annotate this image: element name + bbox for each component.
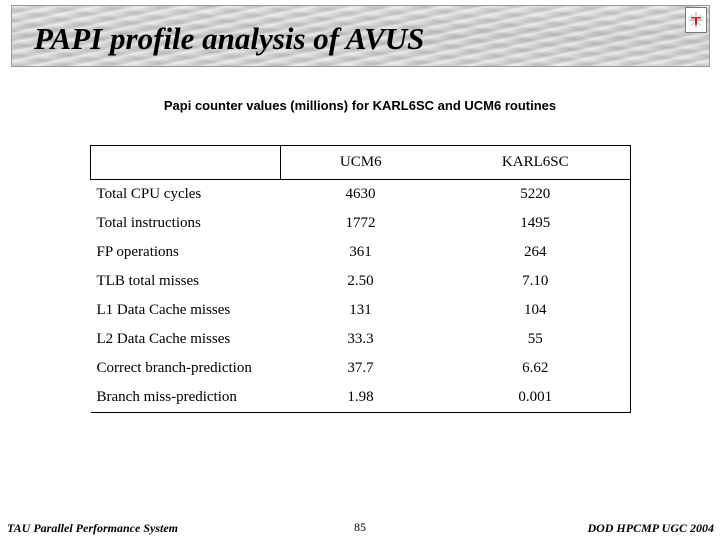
table-row: [91, 238, 631, 267]
footer-right-text: DOD HPCMP UGC 2004: [587, 521, 714, 535]
karl6sc-value: 264: [441, 238, 631, 267]
ucm6-value: 361: [349, 244, 372, 260]
table-row: [91, 180, 631, 210]
row-label: L2 Data Cache misses: [96, 331, 231, 347]
ucm6-value: 37.7: [347, 360, 374, 376]
row-label: TLB total misses: [96, 273, 199, 289]
table-row: [91, 383, 631, 413]
ucm6-value: 4630: [345, 186, 376, 202]
row-label: Total instructions: [96, 215, 201, 231]
table-caption: Papi counter values (millions) for KARL6SC and UCM6 routines: [163, 98, 557, 113]
ucm6-value: 131: [349, 302, 372, 318]
ucm6-value: 1772: [345, 215, 376, 231]
row-label: Correct branch-prediction: [96, 360, 252, 376]
row-label: Total CPU cycles: [96, 186, 202, 202]
title-banner: [11, 5, 710, 67]
tau-logo-graphic: [686, 8, 706, 32]
row-label: Branch miss-prediction: [91, 383, 281, 413]
ucm6-value: 1.98: [281, 383, 441, 413]
header-cell-karl6sc: KARL6SC: [441, 146, 631, 180]
slide-title: PAPI profile analysis of AVUS: [34, 21, 425, 56]
row-label: FP operations: [96, 244, 179, 260]
header-cell-ucm6: UCM6: [281, 146, 441, 180]
table-header-row: [91, 146, 631, 180]
karl6sc-value: 1495: [441, 209, 631, 238]
row-label: L1 Data Cache misses: [96, 302, 231, 318]
footer-left-text: TAU Parallel Performance System: [7, 521, 178, 535]
table-row: [91, 354, 631, 383]
papi-counter-table: [90, 145, 631, 413]
karl6sc-value: 7.10: [441, 267, 631, 296]
ucm6-value: 33.3: [347, 331, 374, 347]
table-row: [91, 209, 631, 238]
karl6sc-value: 0.001: [441, 383, 631, 413]
header-cell-empty: [91, 146, 281, 180]
ucm6-value: 2.50: [347, 273, 374, 289]
table-row: [91, 296, 631, 325]
table-row: [91, 267, 631, 296]
page-number: 85: [354, 520, 366, 534]
karl6sc-value: 5220: [441, 180, 631, 210]
karl6sc-value: 6.62: [441, 354, 631, 383]
tau-logo-icon: [685, 7, 707, 33]
karl6sc-value: 104: [441, 296, 631, 325]
karl6sc-value: 55: [441, 325, 631, 354]
table-row: [91, 325, 631, 354]
